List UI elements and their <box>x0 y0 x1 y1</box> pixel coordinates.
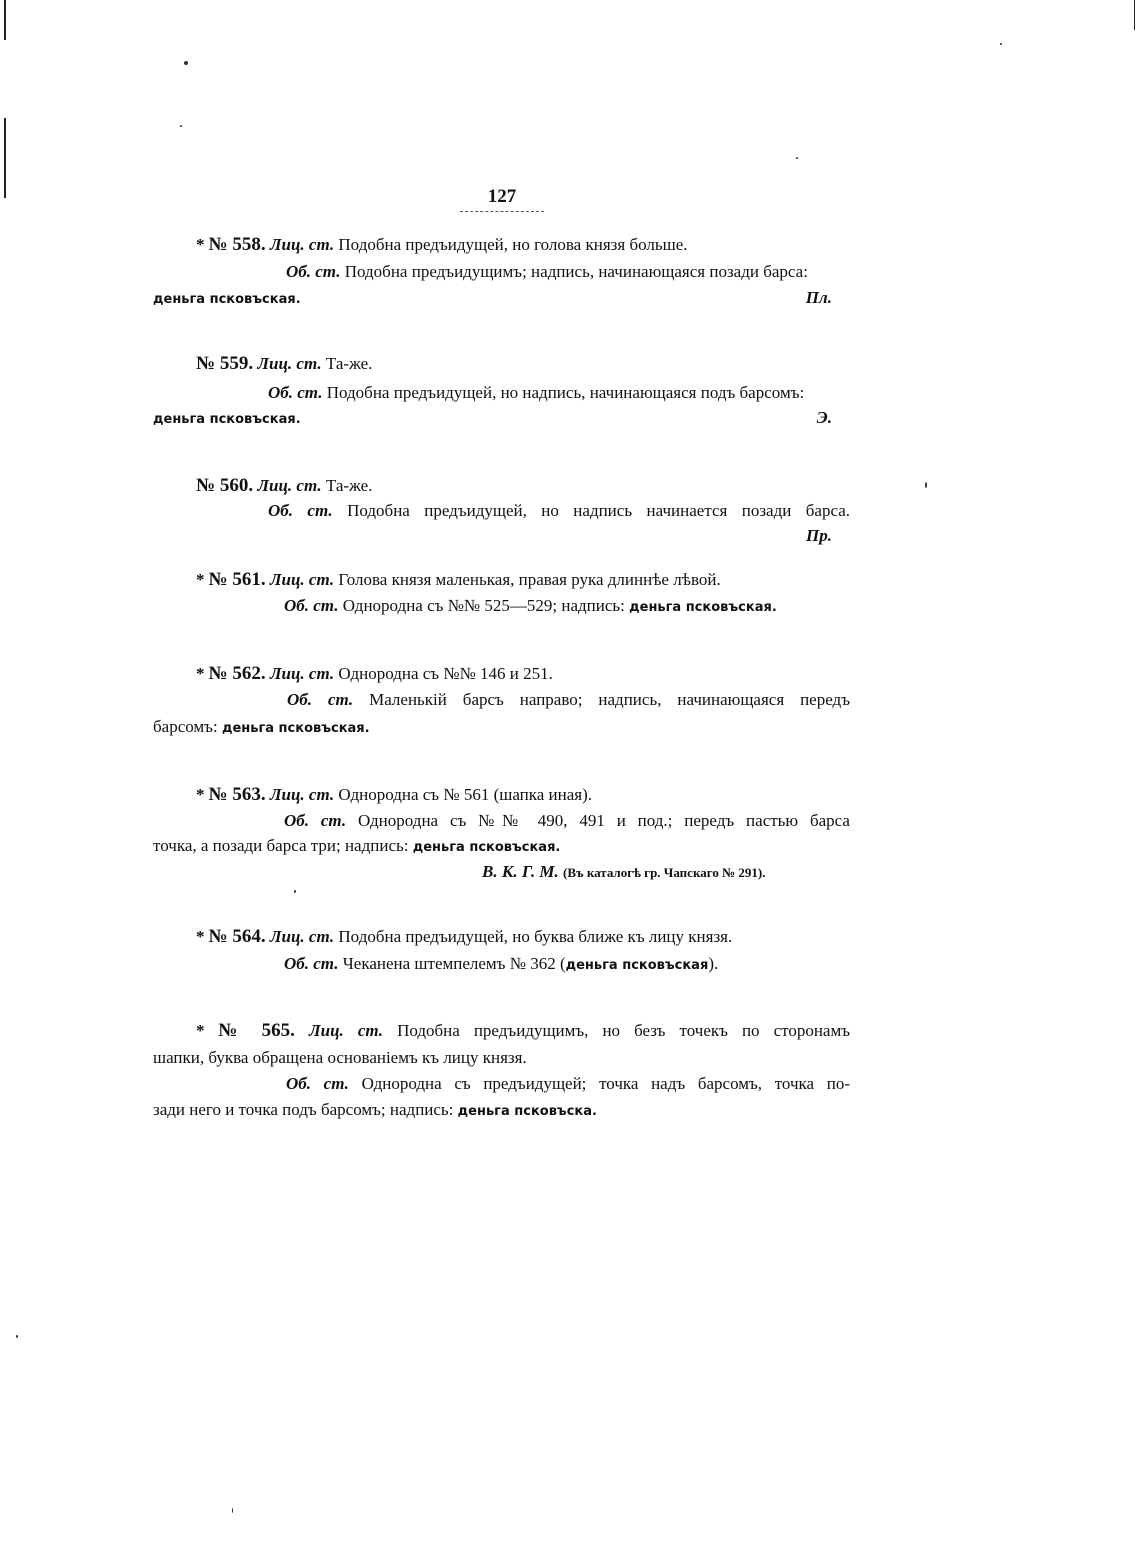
reverse-label: Об. ст. <box>268 383 323 402</box>
reverse-label: Об. ст. <box>284 811 347 830</box>
entry-559-legend <box>153 407 301 431</box>
reverse-label: Об. ст. <box>268 501 333 520</box>
scan-speck <box>184 61 188 65</box>
scan-speck <box>294 890 296 893</box>
legend-text: деньга псковъская. <box>221 721 370 736</box>
reverse-text: Однородна съ №№ 490, 491 и под.; передъ пастью барса <box>357 811 850 830</box>
entry-number: № 559. <box>196 353 254 374</box>
entry-560-obverse <box>196 475 372 497</box>
reverse-text-cont: точка, а позади барса три; надпись: <box>153 836 409 855</box>
legend-text: деньга псковъска. <box>457 1104 597 1119</box>
entry-number: № 563. <box>208 784 266 805</box>
legend-text: деньга псковъская. <box>153 292 301 307</box>
reverse-label: Об. ст. <box>286 262 341 281</box>
obverse-label: Лиц. ст. <box>269 235 335 254</box>
reverse-label: Об. ст. <box>287 690 354 709</box>
obverse-text: Подобна предъидущимъ, но безъ точекъ по сторонамъ <box>397 1021 851 1040</box>
reverse-text-cont: зади него и точка подъ барсомъ; надпись: <box>153 1100 454 1119</box>
reverse-text-cont: барсомъ: <box>153 717 218 736</box>
star-mark: * <box>196 570 205 589</box>
entry-564-reverse <box>284 953 718 977</box>
obverse-label: Лиц. ст. <box>308 1021 384 1040</box>
obverse-label: Лиц. ст. <box>269 927 335 946</box>
scan-speck <box>796 157 798 159</box>
entry-558-reverse <box>286 261 808 283</box>
scan-speck <box>180 125 182 127</box>
star-mark: * <box>196 927 205 946</box>
scan-speck <box>232 1508 233 1513</box>
reverse-label: Об. ст. <box>284 596 339 615</box>
scan-edge-line <box>4 118 6 198</box>
reverse-text: Подобна предъидущей, но надпись начинается позади барса. <box>347 501 851 520</box>
entry-560-reverse <box>268 500 850 522</box>
entry-564-obverse <box>196 926 732 948</box>
reverse-text: Маленькій барсъ направо; надпись, начинающаяся передъ <box>369 690 850 709</box>
reverse-text-end: ). <box>708 954 719 973</box>
entry-563-reverse-cont <box>153 835 560 859</box>
entry-565-obverse-cont <box>153 1047 527 1069</box>
entry-number: № 565. <box>208 1020 295 1041</box>
obverse-text: Голова князя маленькая, правая рука длиннѣе лѣвой. <box>338 570 721 589</box>
legend-text: деньга псковъская. <box>412 840 561 855</box>
source-abbrev: Э. <box>816 408 832 427</box>
entry-number: № 558. <box>208 234 266 255</box>
obverse-label: Лиц. ст. <box>257 354 322 373</box>
obverse-label: Лиц. ст. <box>269 785 335 804</box>
entry-number: № 561. <box>208 569 266 590</box>
entry-558-source <box>780 287 832 309</box>
entry-559-obverse <box>196 353 372 375</box>
obverse-text: Подобна предъидущей, но голова князя больше. <box>338 235 688 254</box>
reverse-text: Подобна предъидущимъ; надпись, начинающаяся позади барса: <box>344 262 808 281</box>
obverse-label: Лиц. ст. <box>269 664 335 683</box>
entry-565-reverse <box>286 1073 850 1095</box>
reverse-text: Однородна съ предъидущей; точка надъ барсомъ, точка по- <box>361 1074 850 1093</box>
obverse-text: Та-же. <box>325 476 373 495</box>
obverse-text: Однородна съ №№ 146 и 251. <box>338 664 553 683</box>
entry-number: № 562. <box>208 663 266 684</box>
source-note: (Въ каталогѣ гр. Чапскаго № 291). <box>562 865 766 880</box>
entry-565-obverse <box>196 1020 850 1042</box>
scan-edge-line <box>1134 0 1135 30</box>
obverse-text: Подобна предъидущей, но буква ближе къ лицу князя. <box>338 927 733 946</box>
entry-561-reverse <box>284 595 777 619</box>
source-abbrev: Пр. <box>806 526 832 545</box>
obverse-text: Однородна съ № 561 (шапка иная). <box>338 785 593 804</box>
obverse-text: Та-же. <box>325 354 373 373</box>
legend-text: деньга псковъская <box>565 958 709 973</box>
reverse-label: Об. ст. <box>286 1074 349 1093</box>
source-abbrev: В. К. Г. М. <box>482 862 559 881</box>
entry-563-source <box>482 861 765 884</box>
page-number-ornament <box>460 211 544 212</box>
entry-565-reverse-cont <box>153 1099 597 1123</box>
obverse-text-cont: шапки, буква обращена основаніемъ къ лицу князя. <box>153 1048 527 1067</box>
reverse-label: Об. ст. <box>284 954 339 973</box>
star-mark: * <box>196 235 205 254</box>
scan-edge-line <box>4 0 6 40</box>
reverse-text: Подобна предъидущей, но надпись, начинающаяся подъ барсомъ: <box>326 383 805 402</box>
entry-560-source <box>780 525 832 547</box>
legend-text: деньга псковъская. <box>629 600 777 615</box>
star-mark: * <box>196 785 205 804</box>
reverse-text: Чеканена штемпелемъ № 362 ( <box>342 954 566 973</box>
source-abbrev: Пл. <box>805 288 832 307</box>
entry-561-obverse <box>196 569 721 591</box>
entry-562-obverse <box>196 663 553 685</box>
page-number: 127 <box>487 186 517 207</box>
scan-speck <box>925 482 927 488</box>
reverse-text: Однородна съ №№ 525—529; надпись: <box>342 596 625 615</box>
entry-number: № 564. <box>208 926 266 947</box>
entry-563-reverse <box>284 810 850 832</box>
entry-558-obverse <box>196 234 688 256</box>
scan-speck <box>16 1335 18 1338</box>
entry-559-reverse <box>268 382 804 404</box>
entry-559-source <box>780 407 832 429</box>
scan-speck <box>1000 43 1002 45</box>
obverse-label: Лиц. ст. <box>257 476 322 495</box>
entry-number: № 560. <box>196 475 254 496</box>
entry-562-reverse-cont <box>153 716 370 740</box>
entry-563-obverse <box>196 784 592 806</box>
star-mark: * <box>196 1021 205 1040</box>
star-mark: * <box>196 664 205 683</box>
obverse-label: Лиц. ст. <box>269 570 335 589</box>
entry-558-legend <box>153 287 301 311</box>
entry-562-reverse <box>287 689 850 711</box>
legend-text: деньга псковъская. <box>153 412 301 427</box>
